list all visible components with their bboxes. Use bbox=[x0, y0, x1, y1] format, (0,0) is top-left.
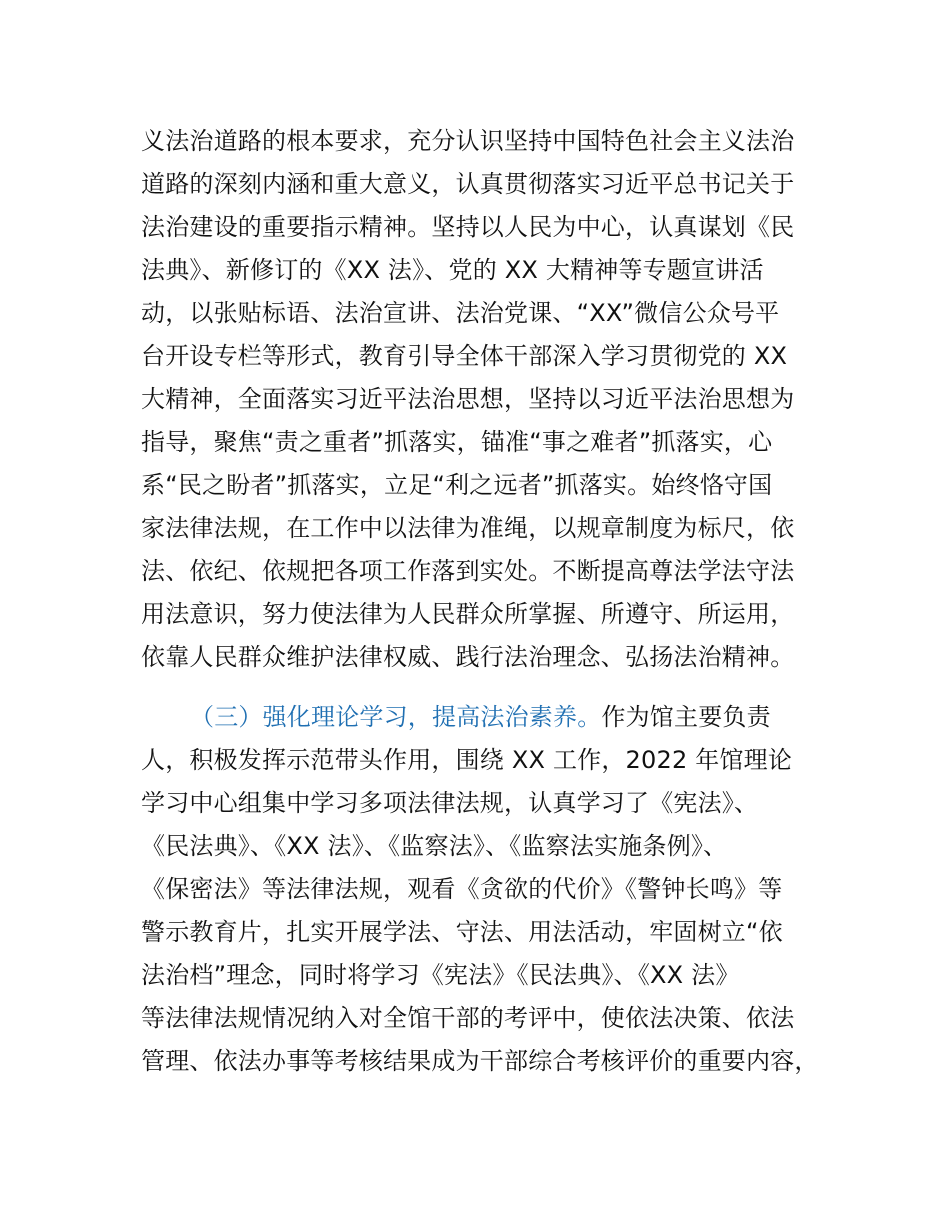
paragraph-line: 警示教育片，扎实开展学法、守法、用法活动，牢固树立“依 bbox=[141, 918, 783, 946]
paragraph-first-line bbox=[141, 696, 831, 739]
paragraph-line: 管理、依法办事等考核结果成为干部综合考核评价的重要内容， bbox=[141, 1047, 819, 1075]
paragraph-line: 义法治道路的根本要求，充分认识坚持中国特色社会主义法治 bbox=[141, 127, 795, 155]
paragraph-line: 法治档”理念，同时将学习《宪法》《民法典》、《XX 法》 bbox=[141, 961, 740, 989]
paragraph-rule-of-law bbox=[141, 120, 831, 679]
paragraph-line: 道路的深刻内涵和重大意义，认真贯彻落实习近平总书记关于 bbox=[141, 170, 795, 198]
paragraph-line: 系“民之盼者”抓落实，立足“利之远者”抓落实。始终恪守国 bbox=[141, 471, 773, 499]
heading-continuation: 作为馆主要负责 bbox=[601, 703, 771, 731]
paragraph-line: 人，积极发挥示范带头作用，围绕 XX 工作，2022 年馆理论 bbox=[141, 746, 793, 774]
section-heading: （三）强化理论学习，提高法治素养。 bbox=[190, 703, 602, 731]
paragraph-line: 用法意识，努力使法律为人民群众所掌握、所遵守、所运用， bbox=[141, 600, 795, 628]
paragraph-line: 《保密法》等法律法规，观看《贪欲的代价》《警钟长鸣》等 bbox=[141, 875, 783, 903]
paragraph-line: 法治建设的重要指示精神。坚持以人民为中心，认真谋划《民 bbox=[141, 213, 795, 241]
paragraph-line: 等法律法规情况纳入对全馆干部的考评中，使依法决策、依法 bbox=[141, 1004, 795, 1032]
paragraph-line: 法、依纪、依规把各项工作落到实处。不断提高尊法学法守法 bbox=[141, 557, 795, 585]
paragraph-line: 法典》、新修订的《XX 法》、党的 XX 大精神等专题宣讲活 bbox=[141, 256, 764, 284]
paragraph-line: 指导，聚焦“责之重者”抓落实，锚准“事之难者”抓落实，心 bbox=[141, 428, 773, 456]
paragraph-line: 大精神，全面落实习近平法治思想，坚持以习近平法治思想为 bbox=[141, 385, 795, 413]
paragraph-line: 学习中心组集中学习多项法律法规，认真学习了《宪法》、 bbox=[141, 789, 759, 817]
paragraph-theory-study bbox=[141, 696, 831, 1083]
paragraph-line: 《民法典》、《XX 法》、《监察法》、《监察法实施条例》、 bbox=[141, 832, 728, 860]
paragraph-line: 动，以张贴标语、法治宣讲、法治党课、“XX”微信公众号平 bbox=[141, 299, 780, 327]
paragraph-line: 台开设专栏等形式，教育引导全体干部深入学习贯彻党的 XX bbox=[141, 342, 788, 370]
paragraph-line: 家法律法规，在工作中以法律为准绳，以规章制度为标尺，依 bbox=[141, 514, 795, 542]
paragraph-line: 依靠人民群众维护法律权威、践行法治理念、弘扬法治精神。 bbox=[141, 643, 795, 671]
